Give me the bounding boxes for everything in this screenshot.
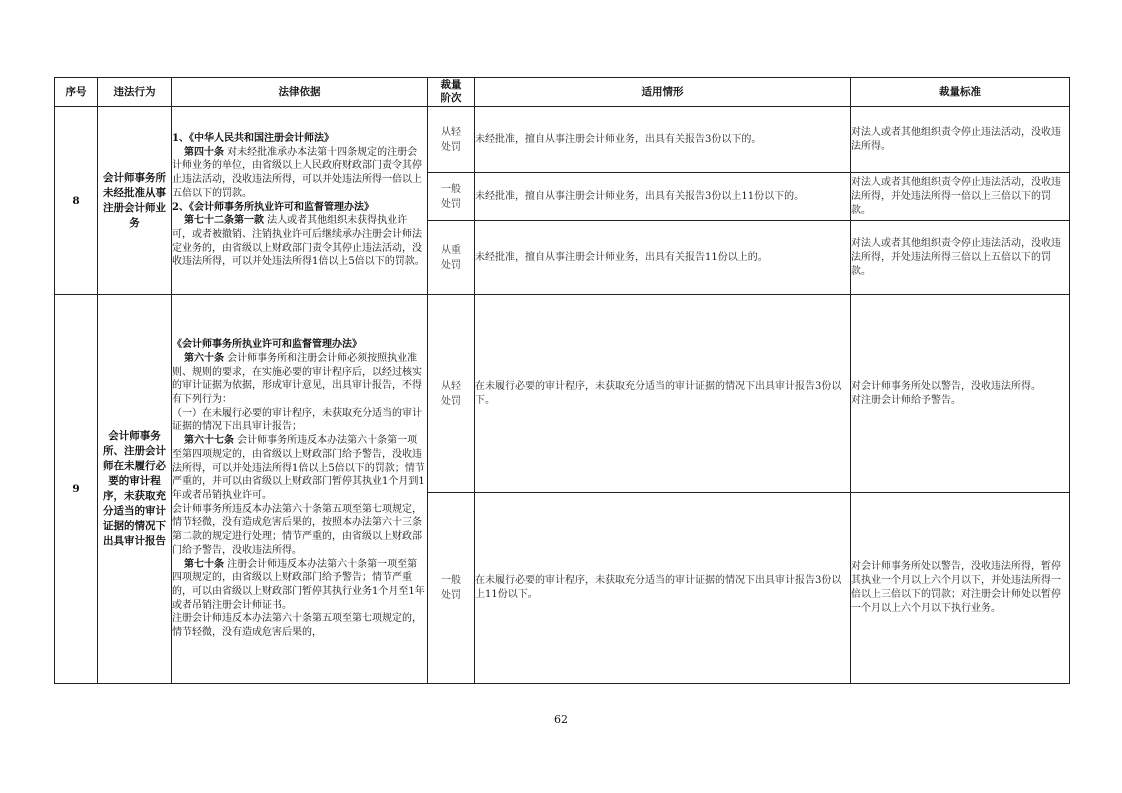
row9-law-article-1-item: （一）在未履行必要的审计程序，未获取充分适当的审计证据的情况下出具审计报告； [172, 407, 422, 433]
row8-standard-normal: 对法人或者其他组织责令停止违法活动，没收违法所得，并处违法所得一倍以上三倍以下的罚款。 [851, 173, 1070, 221]
header-level-label: 裁量阶次 [440, 79, 462, 104]
row8-law-article-1-head: 第四十条 [184, 146, 224, 158]
row8-law-article-1-body: 对未经批准承办本法第十四条规定的注册会计师业务的单位，由省级以上人民政府财政部门责令其停止违法活动，没收违法所得，可以并处违法所得一倍以上五倍以下的罚款。 [172, 146, 422, 199]
row8-level-heavy [428, 221, 475, 295]
row9-legal-basis [172, 295, 428, 684]
header-standard: 裁量标准 [851, 78, 1070, 107]
header-legal-basis: 法律依据 [172, 78, 428, 107]
row8-standard-heavy: 对法人或者其他组织责令停止违法活动，没收违法所得，并处违法所得三倍以上五倍以下的罚款。 [851, 221, 1070, 295]
row9-level-normal [428, 493, 475, 684]
table-header-row [55, 78, 1070, 107]
row9-standard-normal [851, 493, 1070, 684]
table-row [55, 107, 1070, 173]
row9-law-title: 《会计师事务所执业许可和监督管理办法》 [172, 339, 362, 351]
row9-level-light-label: 从轻处罚 [441, 380, 461, 407]
row8-law-article-2-head: 第七十二条第一款 [184, 215, 264, 227]
row9-situation-normal: 在未履行必要的审计程序，未获取充分适当的审计证据的情况下出具审计报告3份以上11份以下。 [475, 493, 851, 684]
row9-law-article-2-cont: 会计师事务所违反本办法第六十条第五项至第七项规定，情节轻微，没有造成危害后果的，按照本办法第六十三条第二款的规定进行处理；情节严重的，由省级以上财政部门给予警告，没收违法所得。 [172, 503, 422, 556]
row9-number: 9 [55, 295, 98, 684]
row9-law-article-3-cont: 注册会计师违反本办法第六十条第五项至第七项规定的，情节轻微，没有造成危害后果的， [172, 613, 422, 639]
row9-law-article-2-head: 第六十七条 [184, 435, 234, 447]
row8-law-article-1 [172, 146, 427, 201]
page-number: 62 [554, 713, 568, 726]
row9-law-article-2 [172, 434, 427, 503]
row9-law-article-3-head: 第七十条 [184, 558, 224, 570]
row8-level-light [428, 107, 475, 173]
row9-level-light [428, 295, 475, 493]
row9-law-article-1-body: 会计师事务所和注册会计师必须按照执业准则、规则的要求，在实施必要的审计程序后，以经过核实的审计证据为依据，形成审计意见，出具审计报告，不得有下列行为： [172, 352, 422, 406]
header-level [428, 78, 475, 107]
row9-standard-light-cpa: 对注册会计师给予警告。 [851, 394, 961, 406]
row9-standard-light-firm: 对会计师事务所处以警告，没收违法所得。 [851, 380, 1041, 392]
row8-situation-normal: 未经批准，擅自从事注册会计师业务，出具有关报告3份以上11份以下的。 [475, 173, 851, 221]
row8-number: 8 [55, 107, 98, 295]
row8-law-title-1: 1、《中华人民共和国注册会计师法》 [172, 132, 334, 144]
row9-level-normal-label: 一般处罚 [441, 575, 461, 601]
row8-level-light-label: 从轻处罚 [441, 126, 461, 153]
row8-level-normal-label: 一般处罚 [441, 183, 461, 210]
row8-level-heavy-label: 从重处罚 [441, 244, 461, 271]
row8-situation-heavy: 未经批准，擅自从事注册会计师业务，出具有关报告11份以上的。 [475, 221, 851, 295]
row8-level-normal [428, 173, 475, 221]
row9-law-article-1-head: 第六十条 [184, 352, 224, 364]
row9-standard-light [851, 295, 1070, 493]
row8-legal-basis [172, 107, 428, 295]
row8-violation: 会计师事务所未经批准从事注册会计师业务 [98, 107, 172, 295]
header-situation: 适用情形 [475, 78, 851, 107]
header-violation: 违法行为 [98, 78, 172, 107]
row9-law-article-2-body: 会计师事务所违反本办法第六十条第一项至第四项规定的，由省级以上财政部门给予警告，没收违法所得，可以并处违法所得1倍以上5倍以下的罚款；情节严重的，并可以由省级以上财政部门暂停其执业1个月到1年或者吊销执业许可。 [172, 435, 425, 501]
header-seq: 序号 [55, 78, 98, 107]
row9-standard-normal-text: 对会计师事务所处以警告，没收违法所得，暂停其执业一个月以上六个月以下，并处违法所得一倍以上三倍以下的罚款；对注册会计师处以暂停一个月以上六个月以下执行业务。 [851, 561, 1061, 614]
row9-law-article-3 [172, 558, 427, 613]
row8-situation-light: 未经批准，擅自从事注册会计师业务，出具有关报告3份以下的。 [475, 107, 851, 173]
row8-law-title-2: 2、《会计师事务所执业许可和监督管理办法》 [172, 201, 374, 213]
row9-law-article-3-body: 注册会计师违反本办法第六十条第一项至第四项规定的，由省级以上财政部门给予警告；情节严重的，可以由省级以上财政部门暂停其执行业务1个月至1年或者吊销注册会计师证书。 [172, 558, 425, 611]
row8-law-article-2 [172, 214, 427, 269]
row8-standard-light: 对法人或者其他组织责令停止违法活动，没收违法所得。 [851, 107, 1070, 173]
table-row [55, 295, 1070, 493]
row9-violation: 会计师事务所、注册会计师在未履行必要的审计程序，未获取充分适当的审计证据的情况下出具审计报告 [98, 295, 172, 684]
penalty-standard-table [54, 77, 1070, 684]
row8-law-article-2-body: 法人或者其他组织未获得执业许可，或者被撤销、注销执业许可后继续承办注册会计师法定业务的，由省级以上财政部门责令其停止违法活动，没收违法所得，可以并处违法所得1倍以上5倍以下的罚款。 [172, 215, 425, 268]
row9-law-article-1 [172, 352, 427, 407]
row9-situation-light: 在未履行必要的审计程序，未获取充分适当的审计证据的情况下出具审计报告3份以下。 [475, 295, 851, 493]
